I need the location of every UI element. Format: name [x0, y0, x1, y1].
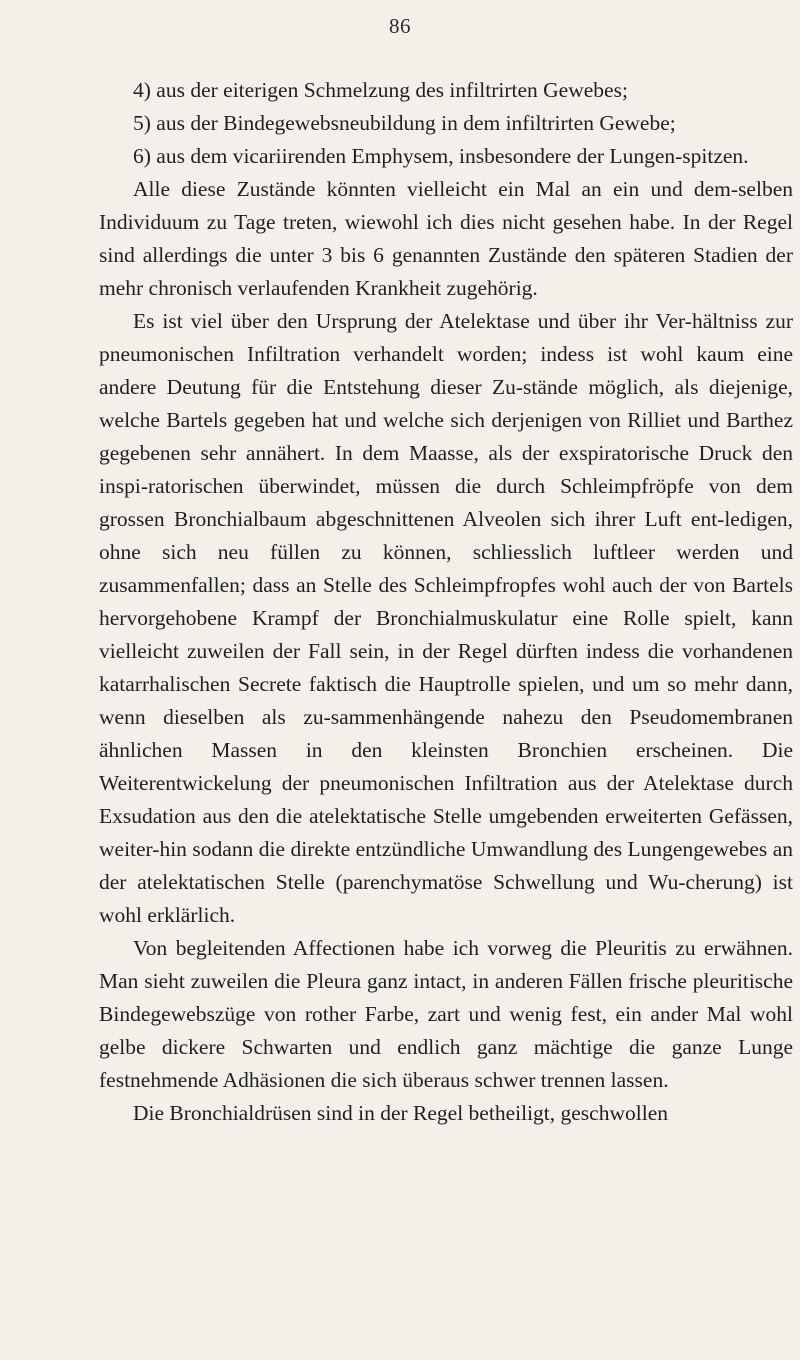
paragraph: Es ist viel über den Ursprung der Atelektase und über ihr Ver-hältniss zur pneumonischen Infiltration verhandelt worden; indess ist wohl kaum eine andere Deutung für die Entstehung dieser Zu-stände möglich, als diejenige, welche Bartels gegeben hat und welche sich derjenigen von Rilliet und Barthez gegebenen sehr annähert. In dem Maasse, als der exspiratorische Druck den inspi-ratorischen überwindet, müssen die durch Schleimpfröpfe von dem grossen Bronchialbaum abgeschnittenen Alveolen sich ihrer Luft ent-ledigen, ohne sich neu füllen zu können, schliesslich luftleer werden und zusammenfallen; dass an Stelle des Schleimpfropfes wohl auch der von Bartels hervorgehobene Krampf der Bronchialmuskulatur eine Rolle spielt, kann vielleicht zuweilen der Fall sein, in der Regel dürften indess die vorhandenen katarrhalischen Secrete faktisch die Hauptrolle spielen, und um so mehr dann, wenn dieselben als zu-sammenhängende nahezu den Pseudomembranen ähnlichen Massen in den kleinsten Bronchien erscheinen. Die Weiterentwickelung der pneumonischen Infiltration aus der Atelektase durch Exsudation aus den die atelektatische Stelle umgebenden erweiterten Gefässen, weiter-hin sodann die direkte entzündliche Umwandlung des Lungengewebes an der atelektatischen Stelle (parenchymatöse Schwellung und Wu-cherung) ist wohl erklärlich. — [99, 309, 793, 927]
paragraph: Alle diese Zustände könnten vielleicht ein Mal an ein und dem-selben Individuum zu Tage treten, wiewohl ich dies nicht gesehen habe. In der Regel sind allerdings die unter 3 bis 6 genannten Zustände den späteren Stadien der mehr chronisch verlaufenden Krankheit zugehörig. — [99, 177, 793, 300]
paragraph: Die Bronchialdrüsen sind in der Regel betheiligt, geschwollen — [133, 1101, 668, 1125]
list-item: 4) aus der eiterigen Schmelzung des infiltrirten Gewebes; — [133, 78, 628, 102]
page-number: 86 — [389, 14, 411, 38]
list-item: 6) aus dem vicariirenden Emphysem, insbesondere der Lungen-spitzen. — [133, 144, 749, 168]
list-item: 5) aus der Bindegewebsneubildung in dem infiltrirten Gewebe; — [133, 111, 676, 135]
page-content — [99, 74, 793, 1130]
paragraph: Von begleitenden Affectionen habe ich vorweg die Pleuritis zu erwähnen. Man sieht zuweilen die Pleura ganz intact, in anderen Fällen frische pleuritische Bindegewebszüge von rother Farbe, zart und wenig fest, ein ander Mal wohl gelbe dickere Schwarten und endlich ganz mächtige die ganze Lunge festnehmende Adhäsionen die sich überaus schwer trennen lassen. — [99, 936, 793, 1092]
